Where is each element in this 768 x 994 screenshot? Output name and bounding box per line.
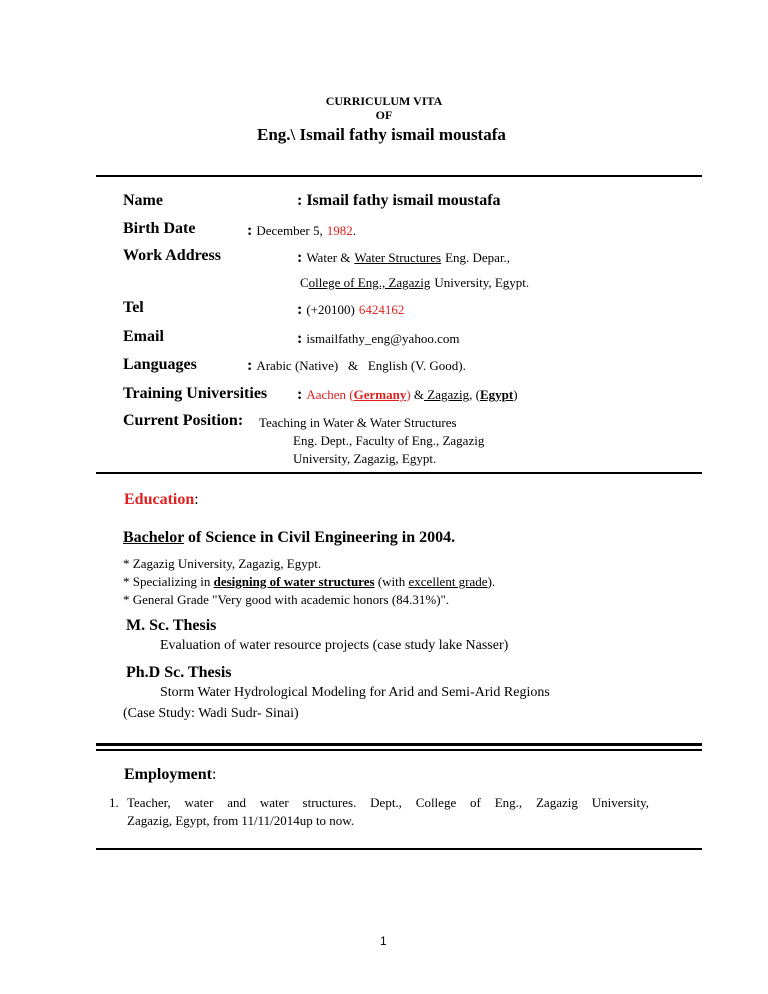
label-languages: Languages [123, 356, 197, 373]
phd-thesis-text-line2: (Case Study: Wadi Sudr- Sinai) [123, 706, 299, 721]
msc-thesis-title: M. Sc. Thesis [126, 617, 217, 634]
label-birth-date: Birth Date [123, 220, 196, 237]
value-birth-date: : December 5, 1982. [247, 222, 356, 239]
education-bullet-university: * Zagazig University, Zagazig, Egypt. [123, 556, 322, 571]
value-current-position-line2: Eng. Dept., Faculty of Eng., Zagazig [293, 433, 485, 448]
page-number: 1 [380, 934, 387, 948]
value-email: : ismailfathy_eng@yahoo.com [297, 330, 460, 347]
value-work-address-line1: : Water & Water Structures Eng. Depar., [297, 249, 511, 266]
employment-item-number: 1. [109, 795, 119, 810]
value-current-position-line3: University, Zagazig, Egypt. [293, 451, 437, 466]
employment-item-line1: Teacher, water and water structures. Dept., College of Eng., Zagazig University, [127, 795, 649, 810]
label-email: Email [123, 328, 164, 345]
education-bachelor: Bachelor of Science in Civil Engineering in 2004. [123, 529, 456, 546]
label-training-universities: Training Universities [123, 385, 268, 402]
employment-item-line2: Zagazig, Egypt, from 11/11/2014up to now. [127, 813, 355, 828]
value-work-address-line2: College of Eng., Zagazig University, Egypt. [300, 275, 530, 290]
msc-thesis-text: Evaluation of water resource projects (case study lake Nasser) [160, 638, 509, 653]
divider-double-bottom [96, 749, 702, 751]
value-name: : Ismail fathy ismail moustafa [297, 192, 501, 209]
value-training-universities: : Aachen (Germany) & Zagazig, (Egypt) [297, 386, 518, 403]
section-employment-heading: Employment: [124, 766, 217, 783]
education-bullet-grade: * General Grade "Very good with academic honors (84.31%)". [123, 592, 450, 607]
label-current-position: Current Position: [123, 412, 244, 429]
section-education-heading: Education: [124, 491, 199, 508]
email-link[interactable]: ismailfathy_eng@yahoo.com [306, 331, 460, 346]
divider-bottom [96, 848, 702, 850]
divider-double-top [96, 743, 702, 746]
phd-thesis-title: Ph.D Sc. Thesis [126, 664, 232, 681]
divider-top [96, 175, 702, 177]
label-name: Name [123, 192, 163, 209]
divider-personal [96, 472, 702, 474]
value-tel: : (+20100) 6424162 [297, 301, 405, 318]
label-work-address: Work Address [123, 247, 221, 264]
value-current-position-line1: Teaching in Water & Water Structures [259, 415, 457, 430]
value-languages: : Arabic (Native) & English (V. Good). [247, 357, 466, 374]
label-tel: Tel [123, 299, 144, 316]
title-name: Eng.\ Ismail fathy ismail moustafa [257, 125, 506, 144]
title-curriculum-vita: CURRICULUM VITA [325, 94, 443, 108]
title-of: OF [375, 108, 393, 122]
phd-thesis-text-line1: Storm Water Hydrological Modeling for Arid and Semi-Arid Regions [160, 685, 550, 700]
education-bullet-specialization: * Specializing in designing of water structures (with excellent grade). [123, 574, 496, 589]
